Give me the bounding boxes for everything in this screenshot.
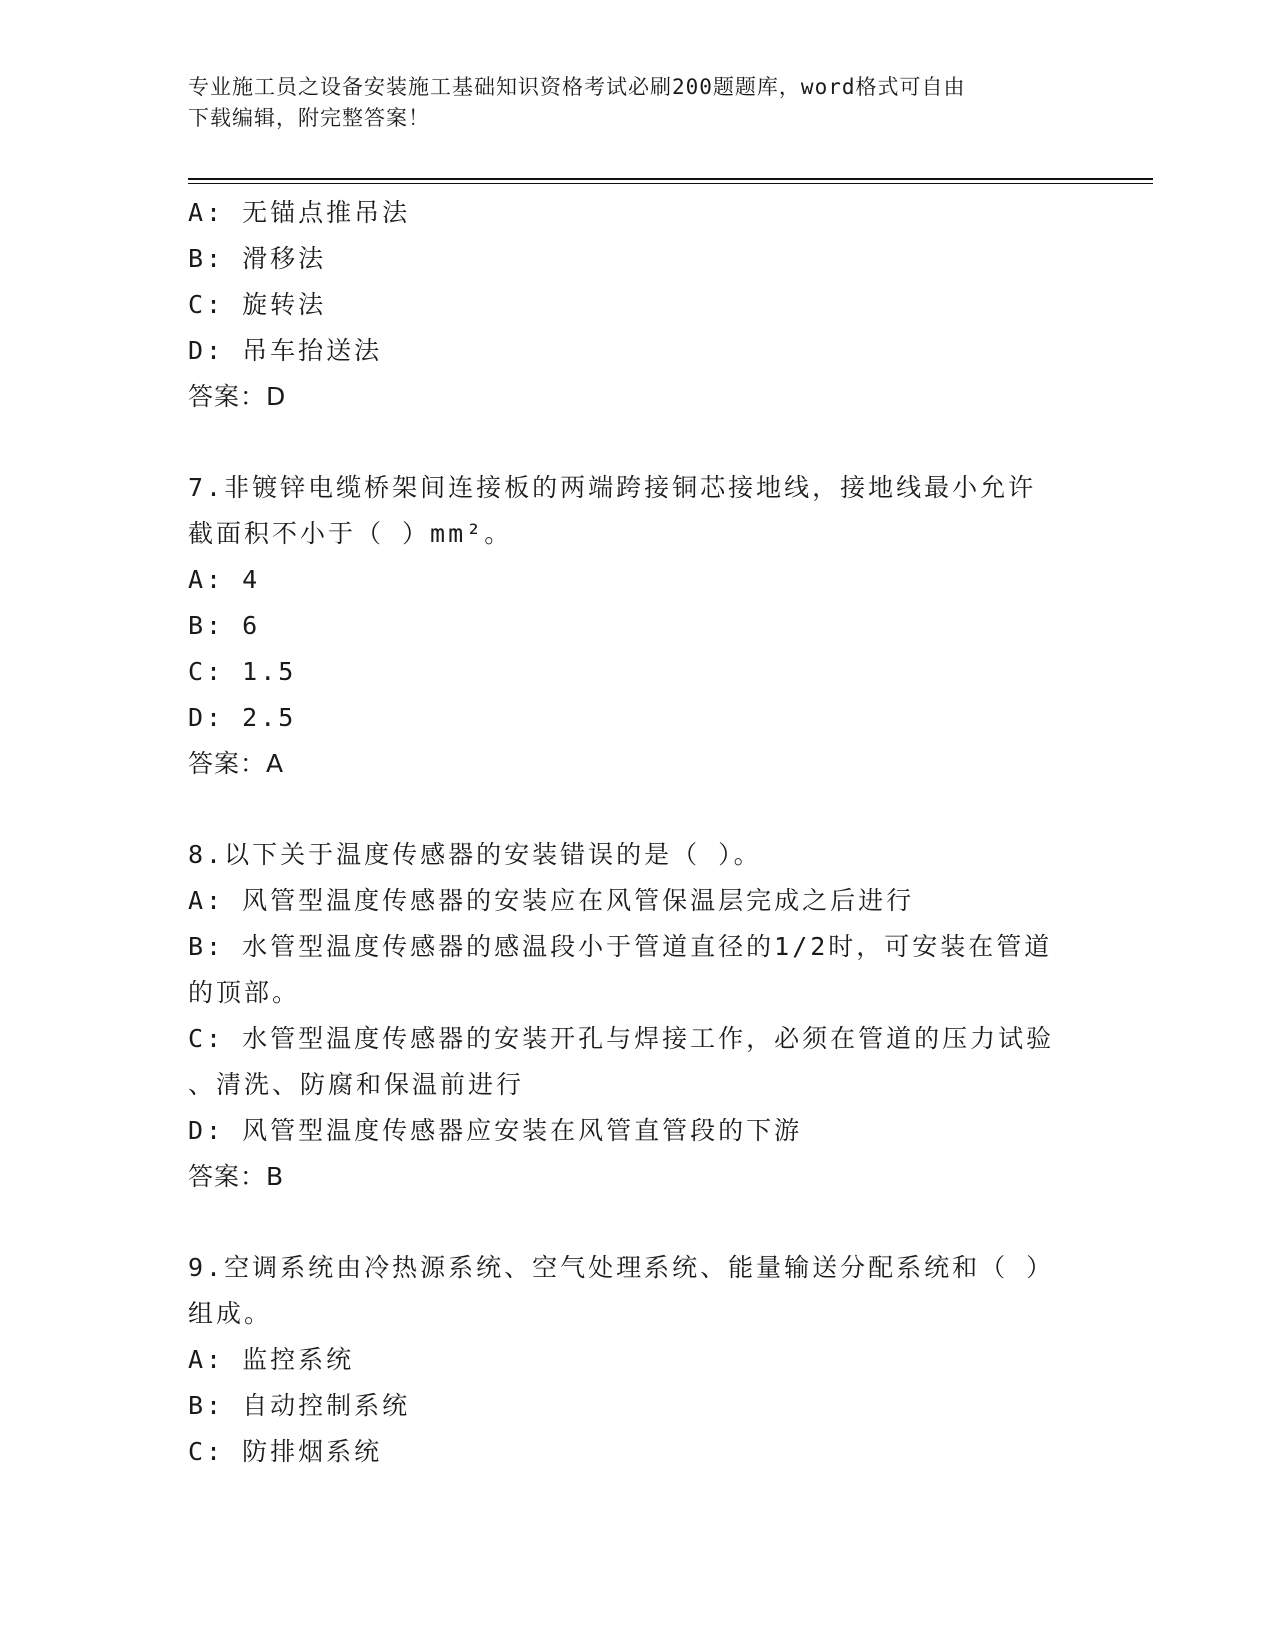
question-stem: 9.空调系统由冷热源系统、空气处理系统、能量输送分配系统和（ ） <box>188 1253 1055 1282</box>
option-b: B: 滑移法 <box>188 244 327 273</box>
answer: 答案：D <box>188 382 287 411</box>
header-divider-thick <box>188 178 1153 180</box>
option-c-continued: 、清洗、防腐和保温前进行 <box>188 1070 525 1099</box>
option-d: D: 风管型温度传感器应安装在风管直管段的下游 <box>188 1116 803 1145</box>
spacer <box>188 787 1088 832</box>
question-9 <box>188 1245 1088 1475</box>
option-d: D: 吊车抬送法 <box>188 336 383 365</box>
option-c: C: 水管型温度传感器的安装开孔与焊接工作，必须在管道的压力试验 <box>188 1024 1055 1053</box>
option-a: A: 监控系统 <box>188 1345 355 1374</box>
header-line-1: 专业施工员之设备安装施工基础知识资格考试必刷200题题库，word格式可自由 <box>188 75 966 99</box>
document-header <box>188 72 1088 134</box>
answer: 答案：B <box>188 1162 285 1191</box>
option-d: D: 2.5 <box>188 703 297 732</box>
answer: 答案：A <box>188 749 285 778</box>
option-c: C: 1.5 <box>188 657 297 686</box>
spacer <box>188 420 1088 465</box>
option-b-continued: 的顶部。 <box>188 978 301 1007</box>
question-content <box>188 190 1088 1475</box>
option-a: A: 无锚点推吊法 <box>188 198 411 227</box>
question-8 <box>188 832 1088 1200</box>
option-a: A: 风管型温度传感器的安装应在风管保温层完成之后进行 <box>188 886 915 915</box>
question-7 <box>188 465 1088 787</box>
spacer <box>188 1200 1088 1245</box>
question-stem: 8.以下关于温度传感器的安装错误的是（ ）。 <box>188 840 762 869</box>
question-stem: 截面积不小于（ ）mm²。 <box>188 519 513 548</box>
question-stem: 组成。 <box>188 1299 273 1328</box>
question-6 <box>188 190 1088 420</box>
option-b: B: 水管型温度传感器的感温段小于管道直径的1/2时，可安装在管道 <box>188 932 1053 961</box>
question-stem: 7.非镀锌电缆桥架间连接板的两端跨接铜芯接地线，接地线最小允许 <box>188 473 1037 502</box>
header-divider-thin <box>188 183 1153 184</box>
header-line-2: 下载编辑，附完整答案！ <box>188 106 430 130</box>
option-c: C: 旋转法 <box>188 290 327 319</box>
option-b: B: 自动控制系统 <box>188 1391 411 1420</box>
option-c: C: 防排烟系统 <box>188 1437 383 1466</box>
option-a: A: 4 <box>188 565 261 594</box>
option-b: B: 6 <box>188 611 261 640</box>
